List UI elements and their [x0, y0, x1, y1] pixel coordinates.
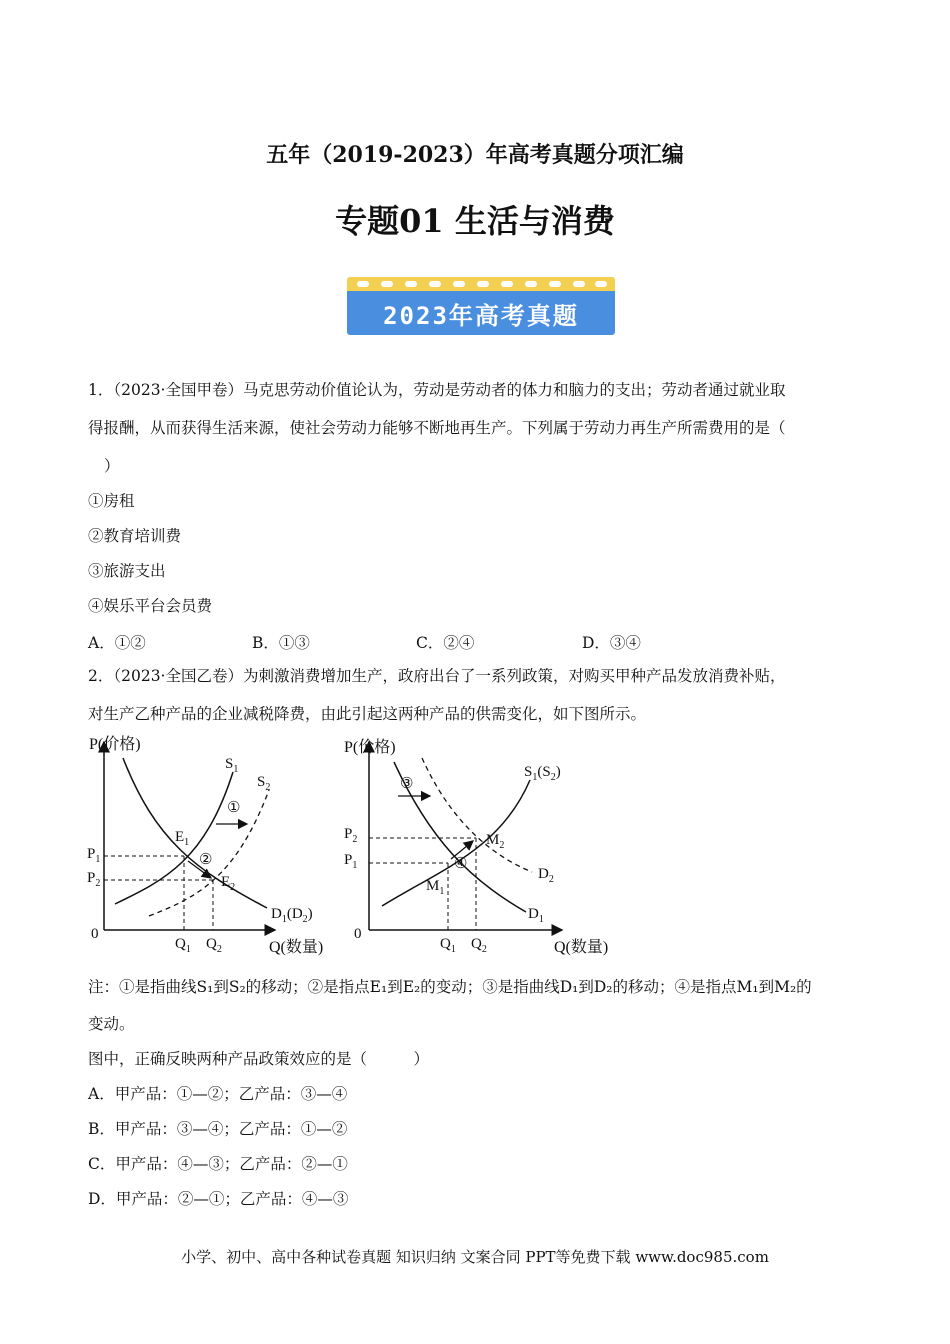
banner-dots [347, 277, 615, 291]
q2-option-c: C．甲产品：④—③；乙产品：②—① [88, 1155, 348, 1173]
q2-note-line2: 变动。 [88, 1015, 135, 1033]
q2-note-line1: 注：①是指曲线S₁到S₂的移动；②是指点E₁到E₂的变动；③是指曲线D₁到D₂的移动；④是指点M₁到M₂的 [88, 978, 812, 996]
label-s: $S_1(S_2)$ [524, 764, 561, 783]
x-axis-label: Q(数量) [269, 939, 324, 956]
q1-option-a: A．①② [88, 634, 146, 652]
mark-1: ① [227, 800, 241, 816]
label-s1: $S_1$ [225, 756, 239, 775]
supply-curve-s1 [115, 772, 236, 904]
q1-option-d: D．③④ [582, 634, 641, 652]
label-q2: $Q_2$ [206, 936, 222, 955]
banner-text: 2023年高考真题 [347, 291, 615, 335]
label-p2: $P_2$ [344, 826, 358, 845]
q2-option-b: B．甲产品：③—④；乙产品：①—② [88, 1120, 348, 1138]
demand-curve-d1 [394, 762, 526, 912]
page-footer: 小学、初中、高中各种试卷真题 知识归纳 文案合同 PPT等免费下载 www.doc985.com [181, 1248, 769, 1266]
q1-stem-line2: 得报酬，从而获得生活来源，使社会劳动力能够不断地再生产。下列属于劳动力再生产所需费用的是（ [88, 419, 786, 437]
label-p1: $P_1$ [87, 846, 101, 865]
q1-option-c: C．②④ [416, 634, 475, 652]
q2-stem-line1: 2．（2023·全国乙卷）为刺激消费增加生产，政府出台了一系列政策，对购买甲种产品发放消费补贴， [88, 667, 786, 685]
q1-option-b: B．①③ [252, 634, 310, 652]
q1-stem-line1: 1．（2023·全国甲卷）马克思劳动价值论认为，劳动是劳动者的体力和脑力的支出；劳动者通过就业取 [88, 381, 786, 399]
series-title: 五年（2019-2023）年高考真题分项汇编 [266, 142, 684, 168]
supply-demand-chart-1 [85, 730, 345, 960]
q1-item: ②教育培训费 [88, 527, 182, 545]
label-s2: $S_2$ [257, 774, 271, 793]
topic-title: 专题01 生活与消费 [335, 202, 615, 240]
label-d2: $D_2$ [538, 866, 554, 885]
supply-demand-chart-2 [340, 730, 630, 960]
y-axis-label: P(价格) [89, 736, 141, 753]
label-p2: $P_2$ [87, 870, 101, 889]
mark-4: ④ [454, 856, 468, 872]
label-d1: $D_1$ [528, 906, 544, 925]
origin-label: 0 [91, 926, 99, 942]
label-e1: $E_1$ [175, 829, 190, 848]
label-q2: $Q_2$ [471, 936, 487, 955]
demand-curve-d2 [422, 758, 532, 872]
q2-option-a: A．甲产品：①—②；乙产品：③—④ [88, 1085, 348, 1103]
q2-option-d: D．甲产品：②—①；乙产品：④—③ [88, 1190, 349, 1208]
y-axis-label: P(价格) [344, 739, 396, 756]
demand-curve-d1 [123, 758, 267, 908]
label-d: $D_1(D_2)$ [271, 906, 313, 925]
q2-stem-line2: 对生产乙种产品的企业减税降费，由此引起这两种产品的供需变化，如下图所示。 [88, 705, 647, 723]
year-banner [347, 277, 615, 339]
x-axis-label: Q(数量) [554, 939, 609, 956]
label-m2: $M_2$ [486, 832, 505, 851]
supply-curve-s [382, 780, 530, 906]
mark-3: ③ [400, 776, 414, 792]
q1-item: ④娱乐平台会员费 [88, 597, 213, 615]
q2-question: 图中，正确反映两种产品政策效应的是（ ） [88, 1050, 430, 1068]
q1-item: ③旅游支出 [88, 562, 166, 580]
label-e2: $E_2$ [221, 874, 236, 893]
label-q1: $Q_1$ [175, 936, 191, 955]
label-m1: $M_1$ [426, 878, 445, 897]
q1-stem-line3: ） [104, 457, 120, 475]
mark-2: ② [199, 852, 213, 868]
label-q1: $Q_1$ [440, 936, 456, 955]
origin-label: 0 [354, 926, 362, 942]
label-p1: $P_1$ [344, 852, 358, 871]
q1-item: ①房租 [88, 492, 135, 510]
